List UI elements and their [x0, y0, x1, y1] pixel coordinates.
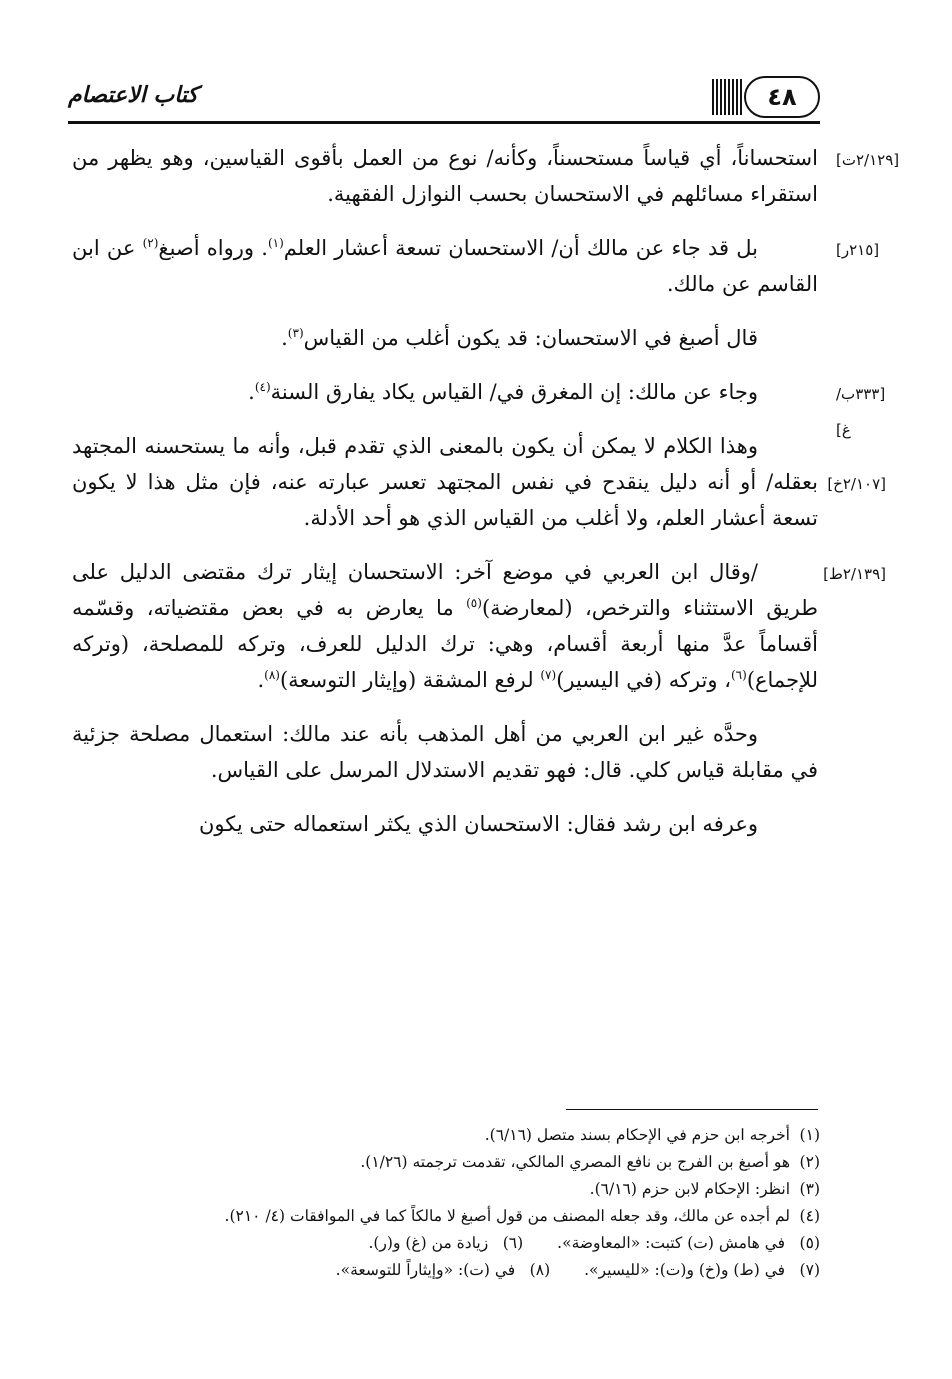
paragraph-text: بل قد جاء عن مالك أن/ الاستحسان تسعة أعشار العلم: [283, 236, 758, 260]
footnote-text: في هامش (ت) كتبت: «المعاوضة».: [557, 1234, 786, 1252]
paragraph-1: [72, 140, 900, 212]
paragraph-5: [72, 428, 886, 536]
footnote-number: (٥): [799, 1234, 820, 1252]
paragraph-text: وجاء عن مالك: إن المغرق في/ القياس يكاد يفارق السنة: [270, 380, 758, 404]
footnote-number: (٨): [529, 1261, 551, 1279]
footnote-number: (٦): [502, 1234, 524, 1252]
footnote-row-7-8: [72, 1257, 820, 1284]
footnote-text: لم أجده عن مالك، وقد جعله المصنف من قول أصبغ لا مالكاً كما في الموافقات (٤/ ٢١٠).: [224, 1207, 790, 1225]
paragraph-text: وعرفه ابن رشد فقال: الاستحسان الذي يكثر استعماله حتى يكون: [199, 812, 758, 836]
manuscript-marker: [٢١٥ر]: [836, 241, 880, 259]
main-text: [72, 140, 900, 860]
footnote-number: (٣): [799, 1180, 820, 1198]
manuscript-marker: [٢/١٣٩ط]: [823, 565, 886, 583]
page-number-ornament: [710, 74, 820, 120]
book-title: كتاب الاعتصام: [68, 82, 199, 108]
paragraph-text: قال أصبغ في الاستحسان: قد يكون أغلب من القياس: [303, 326, 758, 350]
footnote-ref[interactable]: (٤): [254, 380, 271, 394]
page-header: [68, 68, 820, 124]
footnote-text: انظر: الإحكام لابن حزم (٦/١٦).: [589, 1180, 790, 1198]
footnote-text: في (ط) و(خ) و(ت): «لليسير».: [584, 1261, 786, 1279]
paragraph-text: وحدَّه غير ابن العربي من أهل المذهب بأنه عند مالك: استعمال مصلحة جزئية في مقابلة قياس كلي. قال: فهو تقديم الاستدلال المرسل على القياس.: [72, 722, 818, 782]
footnote-ref[interactable]: (٨): [264, 668, 280, 682]
paragraph-text: . ورواه أصبغ: [158, 236, 268, 260]
footnote-ref[interactable]: (٣): [287, 326, 304, 340]
manuscript-marker: [٢/١٢٩ت]: [836, 151, 900, 169]
paragraph-text: استحساناً، أي قياساً مستحسناً، وكأنه/ نوع من العمل بأقوى القياسين، وهو يظهر من استقراء مسائلهم في الاستحسان بحسب النوازل الفقهية.: [72, 146, 818, 206]
paragraph-text: لرفع المشقة (وإيثار التوسعة): [279, 668, 541, 692]
footnote-number: (٢): [799, 1153, 820, 1171]
footnote-ref[interactable]: (٧): [540, 668, 557, 682]
header-rule: [68, 121, 820, 124]
paragraph-text: /وقال ابن العربي في موضع آخر: الاستحسان إيثار ترك مقتضى الدليل على طريق الاستثناء والترخص، (لمعارضة): [72, 560, 818, 620]
paragraph-text: عن ابن القاسم عن مالك.: [72, 236, 818, 296]
paragraph-6: [72, 554, 886, 698]
manuscript-marker: [٢/١٠٧خ]: [827, 475, 886, 493]
footnote-ref[interactable]: (٥): [466, 596, 482, 610]
decorative-bars: [710, 77, 742, 117]
paragraph-text: ما يعارض به في بعض مقتضياته، وقسّمه أقساماً عدَّ منها أربعة أقسام، وهي: ترك الدليل للعرف، وتركه للمصلحة، (وتركه للإجماع): [72, 596, 818, 692]
footnote-number: (٤): [799, 1207, 820, 1225]
manuscript-marker: [٣٣٣ب/غ]: [836, 385, 886, 439]
page-number: ٤٨: [744, 76, 820, 118]
footnote-ref[interactable]: (١): [267, 236, 284, 250]
footnote-5: [557, 1230, 820, 1257]
footnote-6: [368, 1230, 523, 1257]
paragraph-text: .: [281, 326, 288, 350]
footnote-separator: [566, 1109, 818, 1110]
footnote-text: زيادة من (غ) و(ر).: [368, 1234, 489, 1252]
footnote-row-5-6: [72, 1230, 820, 1257]
footnote-text: في (ت): «وإيثاراً للتوسعة».: [335, 1261, 516, 1279]
paragraph-8: [72, 806, 818, 842]
paragraph-text: .: [248, 380, 255, 404]
footnote-2: [72, 1149, 820, 1176]
footnote-1: [72, 1122, 820, 1149]
footnotes: [72, 1122, 820, 1284]
paragraph-text: ، وتركه (في اليسير): [556, 668, 731, 692]
footnote-4: [72, 1203, 820, 1230]
paragraph-3: [72, 320, 818, 356]
paragraph-text: .: [257, 668, 265, 692]
footnote-ref[interactable]: (٦): [730, 668, 747, 682]
footnote-text: أخرجه ابن حزم في الإحكام بسند متصل (٦/١٦).: [484, 1126, 790, 1144]
footnote-number: (١): [799, 1126, 820, 1144]
footnote-text: هو أصبغ بن الفرج بن نافع المصري المالكي، تقدمت ترجمته (١/٢٦).: [360, 1153, 790, 1171]
paragraph-7: [72, 716, 818, 788]
paragraph-text: وهذا الكلام لا يمكن أن يكون بالمعنى الذي تقدم قبل، وأنه ما يستحسنه المجتهد بعقله/ أو أنه دليل ينقدح في نفس المجتهد تعسر عبارته عنه، فإن مثل هذا لا يكون تسعة أعشار العلم، ولا أغلب من القياس الذي هو أحد الأدلة.: [72, 434, 818, 530]
paragraph-4: [72, 374, 886, 439]
paragraph-2: [72, 230, 880, 302]
footnote-7: [584, 1257, 820, 1284]
footnote-3: [72, 1176, 820, 1203]
footnote-8: [336, 1257, 550, 1284]
footnote-number: (٧): [799, 1261, 820, 1279]
footnote-ref[interactable]: (٢): [142, 236, 159, 250]
